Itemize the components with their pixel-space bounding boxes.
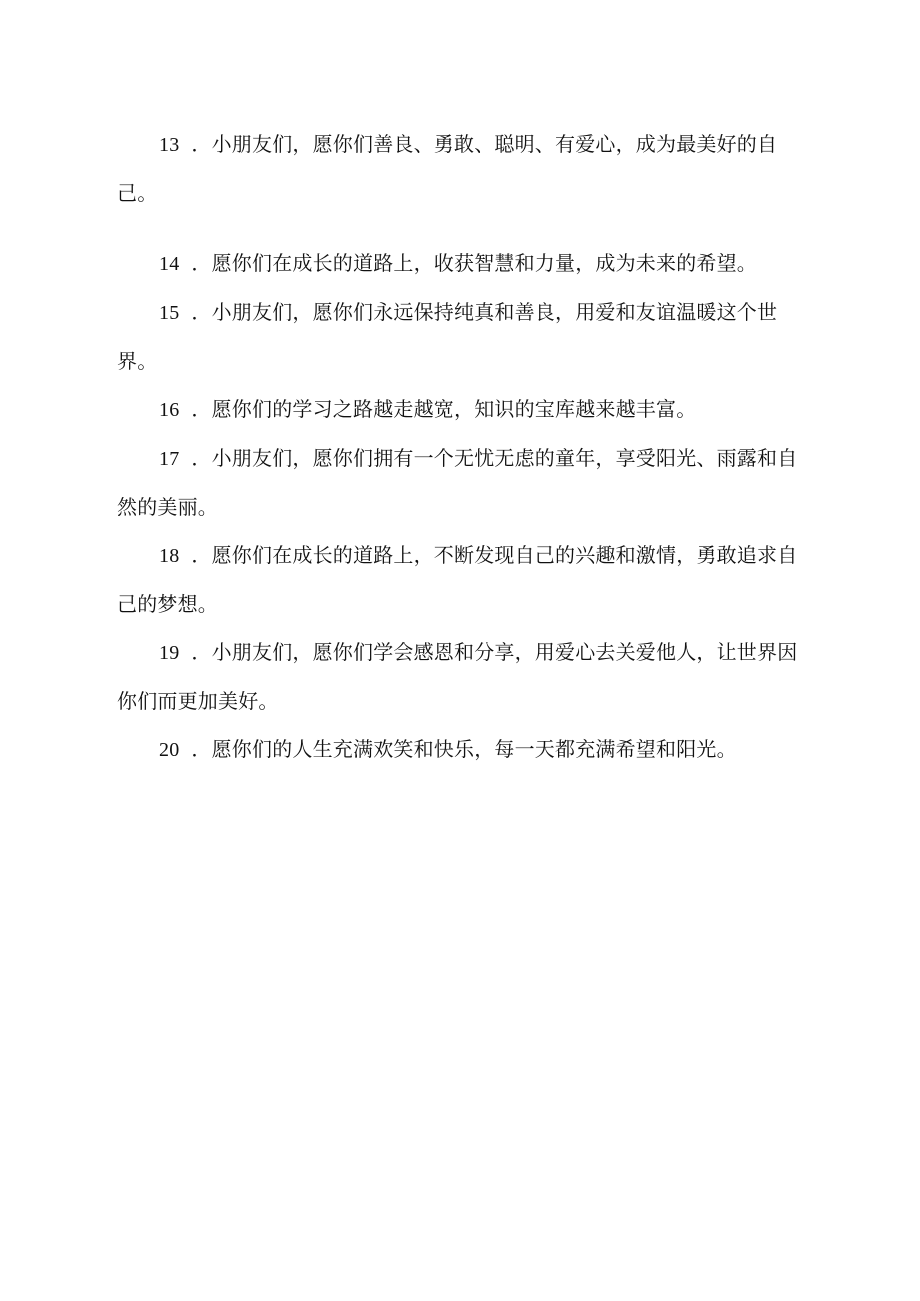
item-number: 19	[159, 642, 180, 664]
paragraph-16	[117, 385, 805, 434]
item-text: ．愿你们的人生充满欢笑和快乐，每一天都充满希望和阳光。	[191, 737, 737, 761]
item-text: ．愿你们在成长的道路上，不断发现自己的兴趣和激情，勇敢追求自己的梦想。	[117, 543, 798, 616]
item-number: 17	[159, 448, 180, 470]
item-text: ．小朋友们，愿你们永远保持纯真和善良，用爱和友谊温暖这个世界。	[117, 300, 778, 373]
item-number: 16	[159, 399, 180, 421]
item-text: ．愿你们在成长的道路上，收获智慧和力量，成为未来的希望。	[191, 251, 758, 275]
item-number: 13	[159, 134, 180, 156]
item-number: 20	[159, 739, 180, 761]
item-text: ．愿你们的学习之路越走越宽，知识的宝库越来越丰富。	[191, 397, 697, 421]
item-text: ．小朋友们，愿你们拥有一个无忧无虑的童年，享受阳光、雨露和自然的美丽。	[117, 446, 798, 519]
paragraph-13	[117, 120, 805, 217]
item-text: ．小朋友们，愿你们善良、勇敢、聪明、有爱心，成为最美好的自己。	[117, 132, 778, 205]
document-body	[117, 120, 805, 774]
paragraph-20	[117, 725, 805, 774]
item-number: 18	[159, 545, 180, 567]
paragraph-17	[117, 434, 805, 531]
item-number: 15	[159, 302, 180, 324]
item-text: ．小朋友们，愿你们学会感恩和分享，用爱心去关爱他人，让世界因你们而更加美好。	[117, 640, 798, 713]
item-number: 14	[159, 253, 180, 275]
paragraph-14	[117, 239, 805, 288]
paragraph-19	[117, 628, 805, 725]
paragraph-18	[117, 531, 805, 628]
paragraph-15	[117, 288, 805, 385]
